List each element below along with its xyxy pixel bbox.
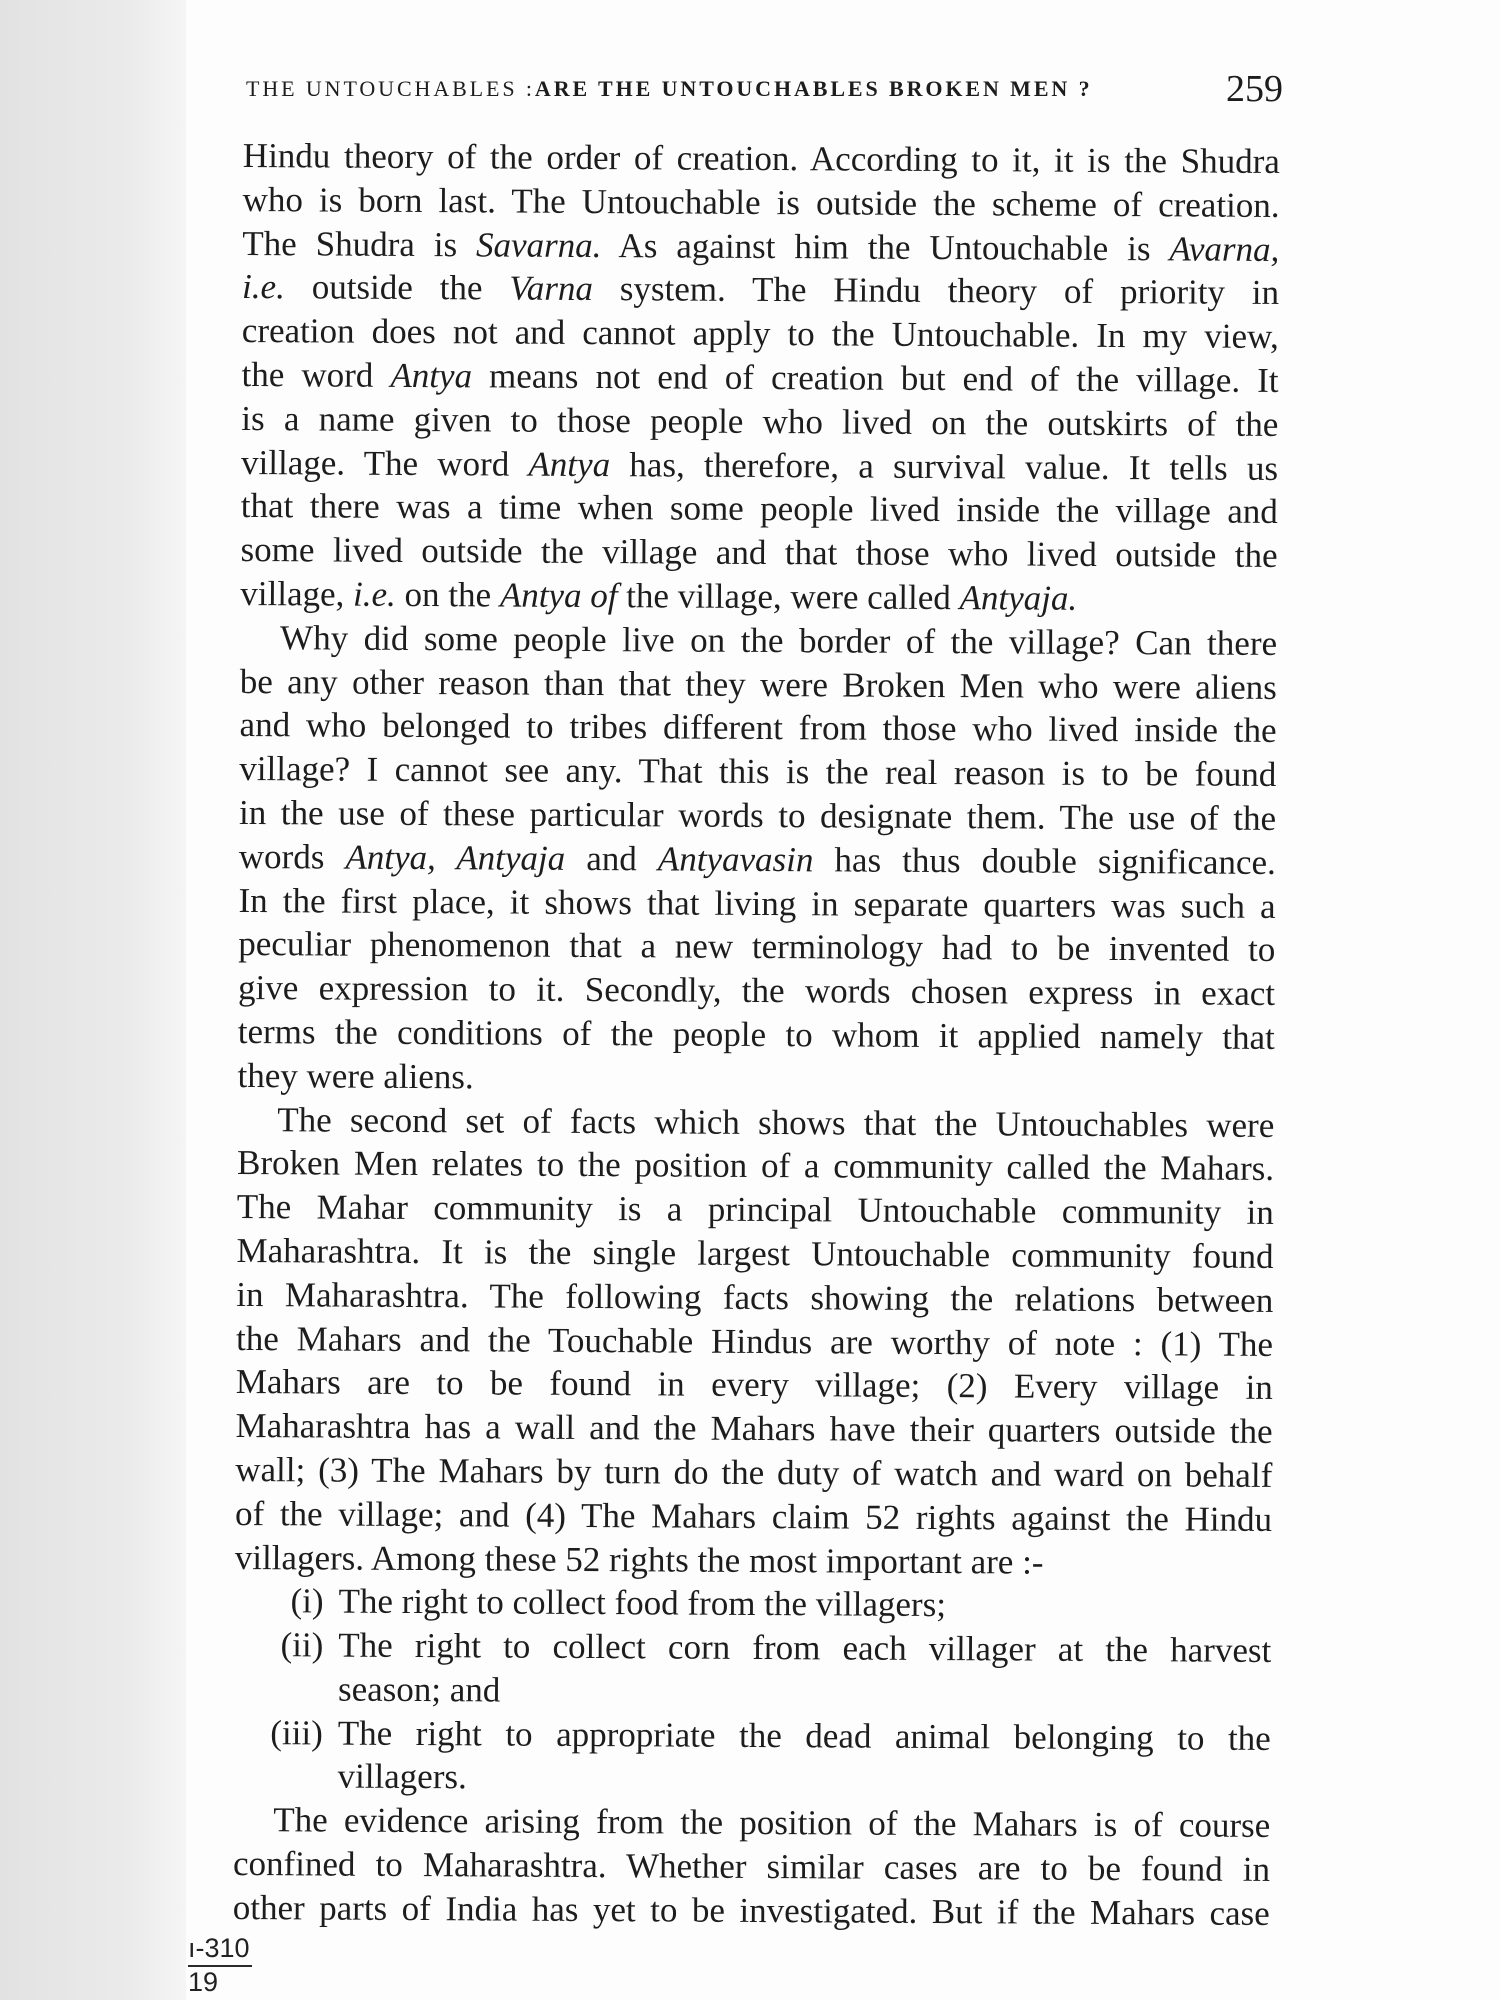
line-text: that there was a time when some people lived inside the village and: [240, 486, 1278, 532]
text-line: [237, 1098, 1274, 1148]
line-text: be any other reason than that they were Broken Men who were aliens: [239, 661, 1277, 707]
italic-term: Antyavasin: [657, 839, 814, 880]
text-line: [338, 1580, 1271, 1629]
text-line: [237, 1054, 1274, 1104]
line-text: villagers.: [337, 1757, 467, 1797]
text-line: [242, 309, 1279, 359]
line-text: and who belonged to tribes different from those who lived inside the: [239, 705, 1277, 751]
italic-term: i.e.: [242, 267, 285, 307]
line-text: The right to collect food from the villagers;: [338, 1581, 947, 1625]
paragraph: [233, 1798, 1271, 1935]
text-line: [241, 397, 1278, 447]
text-line: [240, 572, 1277, 622]
text-line: [338, 1667, 1271, 1716]
running-head: THE UNTOUCHABLES :: [246, 76, 535, 101]
italic-term: Varna: [509, 268, 594, 309]
line-text: Broken Men relates to the position of a community called the Mahars.: [236, 1143, 1275, 1189]
line-text: the Mahars and the Touchable Hindus are worthy of note : (1) The: [235, 1318, 1274, 1364]
line-text: Maharashtra. It is the single largest Untouchable community found: [236, 1230, 1274, 1276]
line-text: As against him the Untouchable is: [601, 225, 1170, 268]
line-text: In the first place, it shows that living in separate quarters was such a: [238, 880, 1276, 926]
line-text: means not end of creation but end of the village. It: [471, 356, 1279, 400]
text-line: [237, 1185, 1274, 1235]
line-text: system. The Hindu theory of priority in: [592, 269, 1280, 313]
text-line: [235, 1492, 1272, 1542]
line-text: village. The word: [240, 442, 529, 484]
text-line: [238, 922, 1275, 972]
line-text: season; and: [337, 1669, 501, 1710]
line-text: outside the: [284, 267, 510, 308]
page-body: [233, 134, 1280, 1936]
text-line: [238, 879, 1275, 929]
text-line: [338, 1624, 1271, 1673]
text-line: [241, 484, 1278, 534]
text-line: [233, 1842, 1270, 1892]
text-line: [239, 703, 1276, 753]
list-item-text: [338, 1624, 1271, 1717]
text-line: [239, 747, 1276, 797]
line-text: has thus double significance.: [813, 840, 1276, 882]
line-text: of the village; and (4) The Mahars claim 52 rights against the Hindu: [234, 1493, 1273, 1539]
list-item: [233, 1711, 1270, 1805]
list-item-label: (i): [290, 1581, 324, 1621]
italic-term: Antya: [528, 444, 611, 484]
text-line: [237, 1141, 1274, 1191]
text-line: [233, 1886, 1270, 1936]
text-line: [236, 1360, 1273, 1410]
italic-term: Antya, Antyaja: [345, 837, 566, 878]
paragraph: [237, 616, 1277, 1104]
italic-term: Avarna,: [1169, 228, 1280, 269]
line-text: village? I cannot see any. That this is the real reason is to be found: [239, 749, 1277, 795]
italic-term: Antyaja.: [959, 578, 1078, 618]
line-text: villagers. Among these 52 rights the most important are :-: [234, 1537, 1044, 1582]
text-line: [338, 1711, 1271, 1760]
rights-list: [233, 1579, 1271, 1804]
list-item-text: [338, 1580, 1271, 1629]
line-text: creation does not and cannot apply to the Untouchable. In my view,: [241, 311, 1279, 357]
line-text: and: [565, 838, 658, 879]
list-item-label: (ii): [280, 1625, 324, 1665]
line-text: village,: [240, 573, 354, 614]
text-line: [240, 660, 1277, 710]
text-line: [238, 966, 1275, 1016]
line-text: some lived outside the village and that those who lived outside the: [240, 530, 1278, 576]
text-line: [236, 1273, 1273, 1323]
text-line: [233, 1798, 1270, 1848]
line-text: the village, were called: [617, 576, 960, 618]
line-text: they were aliens.: [237, 1055, 474, 1097]
text-line: [236, 1316, 1273, 1366]
line-text: peculiar phenomenon that a new terminology had to be invented to: [238, 924, 1276, 970]
text-line: [240, 528, 1277, 578]
line-text: confined to Maharashtra. Whether similar cases are to be found in: [232, 1844, 1271, 1890]
text-line: [242, 222, 1279, 272]
italic-term: i.e.: [352, 574, 396, 614]
text-line: [241, 441, 1278, 491]
list-item: [234, 1579, 1271, 1629]
line-text: The second set of facts which shows that the Untouchables were: [277, 1099, 1275, 1145]
text-line: [238, 1010, 1275, 1060]
line-text: in the use of these particular words to designate them. The use of the: [238, 792, 1277, 838]
list-item-text: [337, 1711, 1270, 1804]
chapter-title: ARE THE UNTOUCHABLES BROKEN MEN ?: [534, 76, 1093, 101]
text-line: [239, 791, 1276, 841]
line-text: who is born last. The Untouchable is outside the scheme of creation.: [242, 179, 1280, 225]
text-line: [242, 178, 1279, 228]
line-text: on the: [395, 574, 500, 615]
page-number: 259: [1226, 68, 1283, 110]
line-text: Hindu theory of the order of creation. According to it, it is the Shudra: [242, 135, 1280, 181]
line-text: give expression to it. Secondly, the words chosen express in exact: [237, 968, 1276, 1014]
line-text: other parts of India has yet to be investigated. But if the Mahars case: [232, 1887, 1270, 1933]
line-text: Maharashtra has a wall and the Mahars have their quarters outside the: [235, 1406, 1273, 1452]
line-text: The evidence arising from the position of the Mahars is of course: [273, 1800, 1271, 1846]
page-edge-shadow: [0, 0, 186, 2000]
text-line: [243, 134, 1280, 184]
line-text: The right to collect corn from each villager at the harvest: [338, 1625, 1272, 1671]
text-line: [236, 1229, 1273, 1279]
text-line: [235, 1448, 1272, 1498]
paragraph: [235, 1098, 1275, 1586]
line-text: wall; (3) The Mahars by turn do the duty of watch and ward on behalf: [235, 1449, 1273, 1495]
running-header: [246, 76, 1093, 102]
line-text: is a name given to those people who lived on the outskirts of the: [241, 398, 1279, 444]
list-item: [234, 1623, 1271, 1717]
footer-print-code: ı-310: [188, 1933, 250, 1963]
italic-term: Antya: [390, 355, 473, 396]
text-line: [242, 265, 1279, 315]
line-text: the word: [241, 354, 391, 395]
line-text: Mahars are to be found in every village; (2) Every village in: [235, 1362, 1273, 1408]
text-line: [235, 1404, 1272, 1454]
line-text: The right to appropriate the dead animal belonging to the: [337, 1713, 1271, 1758]
text-line: [240, 616, 1277, 666]
text-line: [239, 835, 1276, 885]
line-text: The Mahar community is a principal Untouchable community in: [236, 1187, 1274, 1233]
line-text: The Shudra is: [242, 223, 477, 264]
footer-sheet-number: 19: [188, 1967, 219, 1997]
line-text: words: [238, 836, 346, 877]
line-text: terms the conditions of the people to whom it applied namely that: [237, 1011, 1275, 1057]
italic-term: Savarna.: [475, 224, 602, 265]
text-line: [241, 353, 1278, 403]
italic-term: Antya of: [499, 575, 618, 616]
line-text: in Maharashtra. The following facts showing the relations between: [236, 1274, 1274, 1320]
line-text: has, therefore, a survival value. It tells us: [610, 444, 1279, 488]
paragraph: [240, 134, 1280, 622]
text-line: [235, 1535, 1272, 1585]
text-line: [337, 1755, 1270, 1804]
line-text: Why did some people live on the border of the village? Can there: [279, 617, 1278, 663]
list-item-label: (iii): [270, 1712, 323, 1753]
